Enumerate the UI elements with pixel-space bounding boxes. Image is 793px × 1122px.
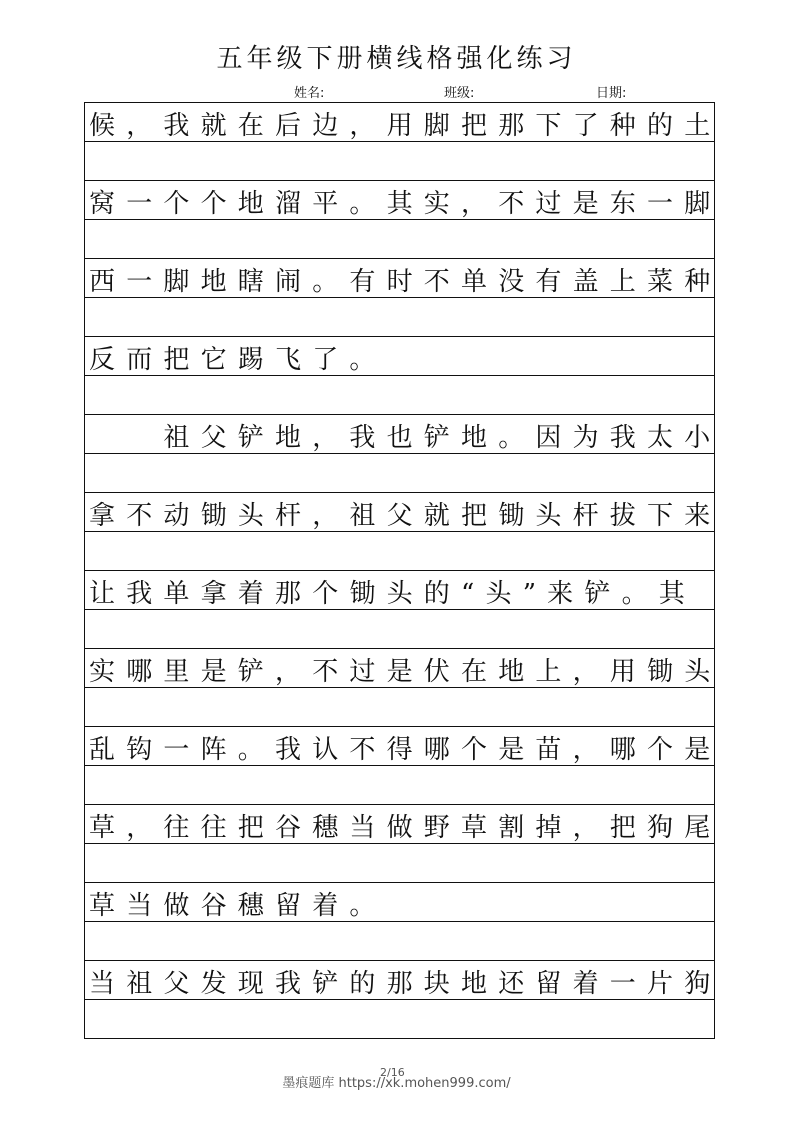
writing-row xyxy=(85,805,722,883)
writing-row xyxy=(85,337,714,415)
blank-line xyxy=(85,142,714,181)
text-line: 实哪里是铲，不过是伏在地上，用锄头 xyxy=(89,657,722,687)
text-line: 乱钩一阵。我认不得哪个是苗，哪个是 xyxy=(89,735,722,765)
date-label: 日期: xyxy=(596,86,627,101)
writing-row xyxy=(85,961,722,1039)
text-line: 草，往往把谷穗当做野草割掉，把狗尾 xyxy=(89,813,722,843)
writing-row xyxy=(85,103,722,181)
class-label: 班级: xyxy=(444,86,475,101)
text-line: 让我单拿着那个锄头的“头”来铲。其 xyxy=(89,579,696,609)
text-line: 拿不动锄头杆，祖父就把锄头杆拔下来 xyxy=(89,501,722,531)
blank-line xyxy=(85,1000,714,1039)
footer-source: 墨痕题库 https://xk.mohen999.com/ xyxy=(282,1076,511,1091)
writing-row xyxy=(85,649,722,727)
blank-line xyxy=(85,220,714,259)
page-number: 2/16 xyxy=(380,1066,405,1079)
writing-row xyxy=(85,571,714,649)
blank-line xyxy=(85,922,714,961)
blank-line xyxy=(85,532,714,571)
writing-row xyxy=(85,493,722,571)
writing-row xyxy=(85,181,722,259)
text-line: 候，我就在后边，用脚把那下了种的土 xyxy=(89,111,722,141)
writing-row xyxy=(85,727,722,805)
page-title: 五年级下册横线格强化练习 xyxy=(216,44,577,74)
blank-line xyxy=(85,766,714,805)
text-line: 当祖父发现我铲的那块地还留着一片狗 xyxy=(89,969,722,999)
text-line: 窝一个个地溜平。其实，不过是东一脚 xyxy=(89,189,722,219)
text-line: 反而把它踢飞了。 xyxy=(89,345,387,375)
blank-line xyxy=(85,376,714,415)
blank-line xyxy=(85,688,714,727)
blank-line xyxy=(85,610,714,649)
writing-grid xyxy=(84,102,722,1039)
text-line: 祖父铲地，我也铲地。因为我太小 xyxy=(89,423,722,453)
writing-row xyxy=(85,415,722,493)
blank-line xyxy=(85,298,714,337)
writing-row xyxy=(85,259,722,337)
name-label: 姓名: xyxy=(294,86,325,101)
blank-line xyxy=(85,844,714,883)
text-line: 西一脚地瞎闹。有时不单没有盖上菜种 xyxy=(89,267,722,297)
blank-line xyxy=(85,454,714,493)
text-line: 草当做谷穗留着。 xyxy=(89,891,387,921)
writing-row xyxy=(85,883,714,961)
